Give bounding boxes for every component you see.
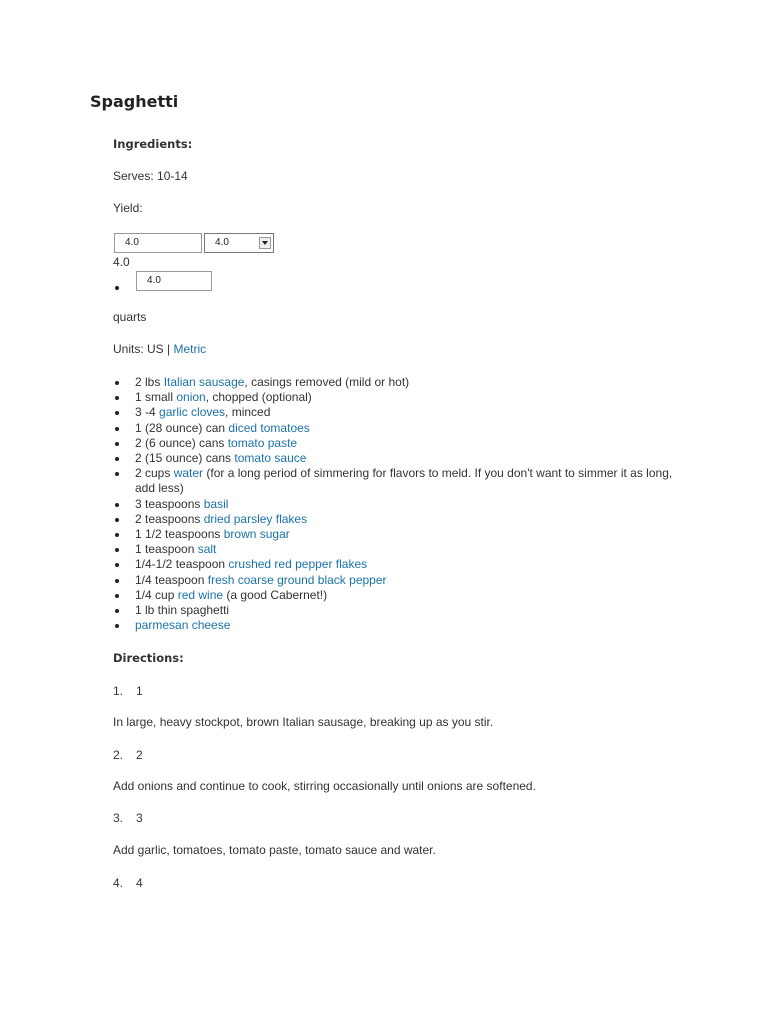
yield-value-text: 4.0: [113, 255, 130, 269]
ingredient-quantity: 2 teaspoons: [135, 511, 204, 526]
ingredient-link[interactable]: diced tomatoes: [228, 420, 310, 435]
step-number: 3: [136, 811, 143, 825]
ingredient-item: [113, 603, 673, 618]
ingredient-note: , minced: [225, 405, 271, 420]
ingredient-quantity: 1 lb thin spaghetti: [135, 603, 230, 618]
step-marker: 2.: [113, 748, 124, 762]
ingredient-item: [113, 390, 673, 405]
ingredient-note: (for a long period of simmering for flavors to meld. If you don't want to simmer it as long, add less): [135, 466, 673, 496]
direction-step-number: [113, 748, 143, 762]
ingredient-quantity: 1/4 teaspoon: [135, 572, 208, 587]
yield-select-value: 4.0: [215, 237, 229, 248]
ingredient-link[interactable]: garlic cloves: [159, 405, 226, 420]
ingredient-quantity: 1/4-1/2 teaspoon: [135, 557, 229, 572]
yield-select[interactable]: [204, 233, 274, 253]
ingredients-heading: Ingredients:: [113, 137, 193, 151]
step-marker: 1.: [113, 684, 124, 698]
ingredient-link[interactable]: brown sugar: [223, 527, 290, 542]
ingredient-link[interactable]: dried parsley flakes: [203, 511, 308, 526]
ingredient-item: [113, 466, 673, 496]
ingredient-note: , chopped (optional): [205, 390, 312, 405]
yield-scale-input[interactable]: 4.0: [136, 271, 212, 291]
direction-step-number: [113, 876, 143, 890]
ingredient-quantity: 2 lbs: [135, 375, 164, 389]
direction-step-text: Add onions and continue to cook, stirring occasionally until onions are softened.: [113, 779, 536, 793]
yield-unit: quarts: [113, 310, 147, 324]
recipe-title: Spaghetti: [90, 92, 179, 111]
ingredient-item: [113, 557, 673, 572]
ingredient-item: [113, 436, 673, 451]
ingredient-item: [113, 421, 673, 436]
directions-heading: Directions:: [113, 651, 184, 665]
ingredient-item: [113, 375, 673, 390]
units-selector: [113, 342, 206, 357]
ingredient-quantity: 1 teaspoon: [135, 542, 198, 557]
ingredient-link[interactable]: tomato paste: [227, 435, 298, 450]
step-number: 1: [136, 684, 143, 698]
step-number: 2: [136, 748, 143, 762]
ingredient-item: [113, 497, 673, 512]
ingredient-link[interactable]: onion: [176, 390, 206, 405]
metric-link[interactable]: Metric: [173, 342, 207, 356]
ingredient-quantity: 1 small: [135, 390, 177, 405]
units-label: Units: US |: [113, 342, 174, 356]
ingredient-link[interactable]: water: [173, 466, 204, 481]
ingredient-link[interactable]: basil: [203, 496, 229, 511]
ingredient-quantity: 2 cups: [135, 466, 174, 481]
ingredient-note: (a good Cabernet!): [223, 587, 328, 602]
step-marker: 3.: [113, 811, 124, 825]
step-number: 4: [136, 876, 143, 890]
direction-step-text: Add garlic, tomatoes, tomato paste, tomato sauce and water.: [113, 843, 436, 857]
ingredient-quantity: 2 (15 ounce) cans: [135, 451, 235, 466]
ingredient-item: [113, 512, 673, 527]
ingredient-item: [113, 573, 673, 588]
ingredient-link[interactable]: Italian sausage: [163, 375, 245, 389]
ingredient-link[interactable]: fresh coarse ground black pepper: [207, 572, 387, 587]
ingredient-quantity: 3 -4: [135, 405, 160, 420]
ingredient-note: , casings removed (mild or hot): [244, 375, 410, 389]
ingredient-item: [113, 451, 673, 466]
ingredient-item: [113, 405, 673, 420]
ingredient-quantity: 2 (6 ounce) cans: [135, 435, 228, 450]
ingredient-item: [113, 588, 673, 603]
direction-step-number: [113, 811, 143, 825]
yield-input[interactable]: 4.0: [114, 233, 202, 253]
yield-label: Yield:: [113, 201, 143, 215]
ingredient-link[interactable]: parmesan cheese: [135, 618, 231, 633]
ingredient-quantity: 3 teaspoons: [135, 496, 204, 511]
ingredient-link[interactable]: salt: [197, 542, 217, 557]
ingredient-list: [113, 375, 673, 633]
ingredient-quantity: 1 (28 ounce) can: [135, 420, 229, 435]
ingredient-quantity: 1 1/2 teaspoons: [135, 527, 224, 542]
ingredient-item: [113, 542, 673, 557]
step-marker: 4.: [113, 876, 124, 890]
ingredient-item: [113, 527, 673, 542]
bullet-icon: [115, 286, 119, 290]
serves-text: Serves: 10-14: [113, 169, 188, 183]
ingredient-quantity: 1/4 cup: [135, 587, 178, 602]
ingredient-link[interactable]: tomato sauce: [234, 451, 307, 466]
ingredient-item: [113, 618, 673, 633]
direction-step-number: [113, 684, 143, 698]
ingredient-link[interactable]: crushed red pepper flakes: [228, 557, 368, 572]
direction-step-text: In large, heavy stockpot, brown Italian sausage, breaking up as you stir.: [113, 715, 494, 729]
ingredient-link[interactable]: red wine: [177, 587, 224, 602]
chevron-down-icon[interactable]: [259, 237, 271, 249]
